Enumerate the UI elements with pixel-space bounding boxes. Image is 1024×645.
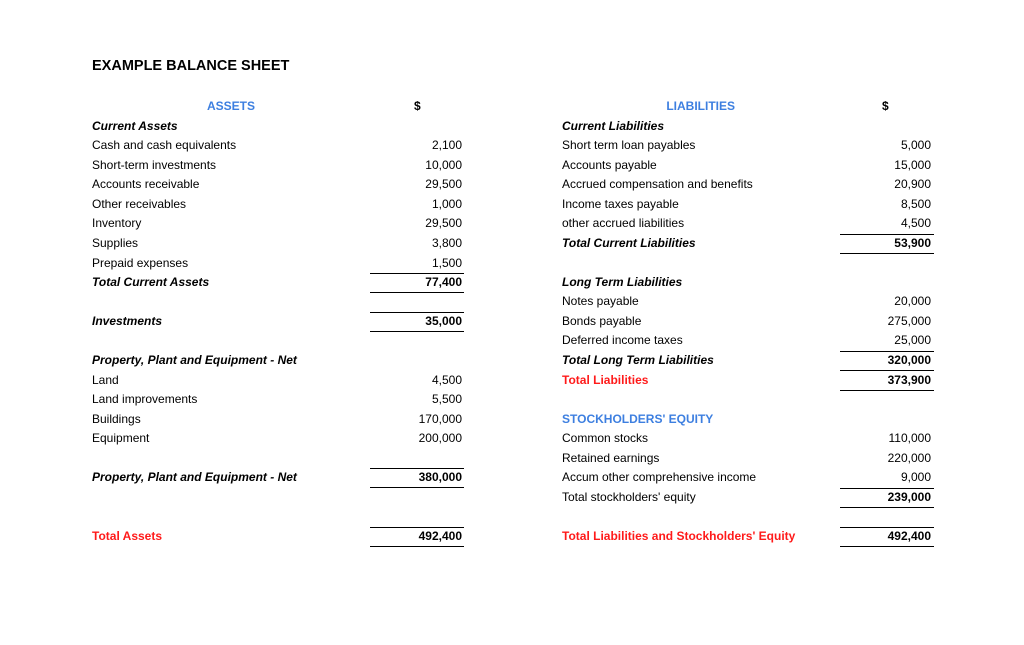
- asset-item-value: 3,800: [431, 236, 462, 250]
- liabilities-header: LIABILITIES: [666, 99, 735, 113]
- rule: [370, 546, 464, 547]
- ppe-item-value: 200,000: [418, 431, 462, 445]
- total-current-assets-label: Total Current Assets: [92, 275, 210, 289]
- total-liabilities-equity-label: Total Liabilities and Stockholders' Equity: [562, 529, 796, 543]
- current-liabilities-heading: Current Liabilities: [562, 119, 665, 133]
- total-long-term-label: Total Long Term Liabilities: [562, 353, 714, 367]
- equity-item-label: Common stocks: [562, 431, 649, 445]
- equity-item-label: Accum other comprehensive income: [562, 470, 757, 484]
- asset-item-label: Prepaid expenses: [92, 256, 189, 270]
- ppe-item-value: 4,500: [431, 373, 462, 387]
- ppe-item-label: Equipment: [92, 431, 150, 445]
- long-term-item-value: 20,000: [894, 294, 931, 308]
- assets-currency-symbol: $: [414, 99, 421, 113]
- rule: [840, 390, 934, 391]
- current-assets-heading: Current Assets: [92, 119, 178, 133]
- rule: [840, 546, 934, 547]
- total-current-liabilities-value: 53,900: [894, 236, 931, 250]
- asset-item-label: Supplies: [92, 236, 139, 250]
- investments-value: 35,000: [425, 314, 462, 328]
- long-term-item-label: Deferred income taxes: [562, 333, 683, 347]
- asset-item-label: Other receivables: [92, 197, 187, 211]
- equity-item-value: 9,000: [900, 470, 931, 484]
- asset-item-label: Accounts receivable: [92, 177, 200, 191]
- liability-item-value: 5,000: [900, 138, 931, 152]
- ppe-item-value: 5,500: [431, 392, 462, 406]
- equity-item-value: 220,000: [887, 451, 931, 465]
- asset-item-value: 1,500: [431, 256, 462, 270]
- ppe-total-label: Property, Plant and Equipment - Net: [92, 470, 297, 484]
- asset-item-label: Short-term investments: [92, 158, 217, 172]
- total-equity-label: Total stockholders' equity: [562, 490, 696, 504]
- asset-item-value: 1,000: [431, 197, 462, 211]
- ppe-item-value: 170,000: [418, 412, 462, 426]
- rule: [370, 331, 464, 332]
- liability-item-label: other accrued liabilities: [562, 216, 685, 230]
- ppe-item-label: Buildings: [92, 412, 141, 426]
- liability-item-value: 4,500: [900, 216, 931, 230]
- total-assets-value: 492,400: [418, 529, 462, 543]
- equity-header: STOCKHOLDERS' EQUITY: [562, 412, 714, 426]
- asset-item-value: 29,500: [425, 216, 462, 230]
- ppe-heading: Property, Plant and Equipment - Net: [92, 353, 297, 367]
- ppe-item-label: Land improvements: [92, 392, 198, 406]
- sheet-title: EXAMPLE BALANCE SHEET: [92, 58, 290, 74]
- rule: [370, 292, 464, 293]
- long-term-item-label: Bonds payable: [562, 314, 642, 328]
- assets-header: ASSETS: [206, 99, 255, 113]
- liability-item-label: Accrued compensation and benefits: [562, 177, 753, 191]
- total-equity-value: 239,000: [887, 490, 931, 504]
- long-term-item-value: 25,000: [894, 333, 931, 347]
- long-term-item-value: 275,000: [887, 314, 931, 328]
- long-term-liabilities-heading: Long Term Liabilities: [562, 275, 683, 289]
- total-current-assets-value: 77,400: [425, 275, 462, 289]
- total-liabilities-label: Total Liabilities: [562, 373, 649, 387]
- equity-item-value: 110,000: [888, 431, 931, 445]
- rule: [370, 487, 464, 488]
- total-liabilities-value: 373,900: [887, 373, 931, 387]
- rule: [840, 253, 934, 254]
- equity-item-label: Retained earnings: [562, 451, 660, 465]
- ppe-item-label: Land: [92, 373, 119, 387]
- total-long-term-value: 320,000: [887, 353, 931, 367]
- liability-item-value: 15,000: [894, 158, 931, 172]
- liability-item-value: 8,500: [900, 197, 931, 211]
- asset-item-label: Cash and cash equivalents: [92, 138, 237, 152]
- asset-item-value: 29,500: [425, 177, 462, 191]
- liability-item-value: 20,900: [894, 177, 931, 191]
- liability-item-label: Income taxes payable: [562, 197, 679, 211]
- liability-item-label: Accounts payable: [562, 158, 657, 172]
- total-assets-label: Total Assets: [92, 529, 163, 543]
- total-liabilities-equity-value: 492,400: [887, 529, 931, 543]
- ppe-total-value: 380,000: [418, 470, 462, 484]
- asset-item-value: 2,100: [431, 138, 462, 152]
- asset-item-value: 10,000: [425, 158, 462, 172]
- liabilities-currency-symbol: $: [882, 99, 889, 113]
- long-term-item-label: Notes payable: [562, 294, 639, 308]
- rule: [840, 507, 934, 508]
- asset-item-label: Inventory: [92, 216, 142, 230]
- liability-item-label: Short term loan payables: [562, 138, 696, 152]
- total-current-liabilities-label: Total Current Liabilities: [562, 236, 696, 250]
- investments-label: Investments: [92, 314, 163, 328]
